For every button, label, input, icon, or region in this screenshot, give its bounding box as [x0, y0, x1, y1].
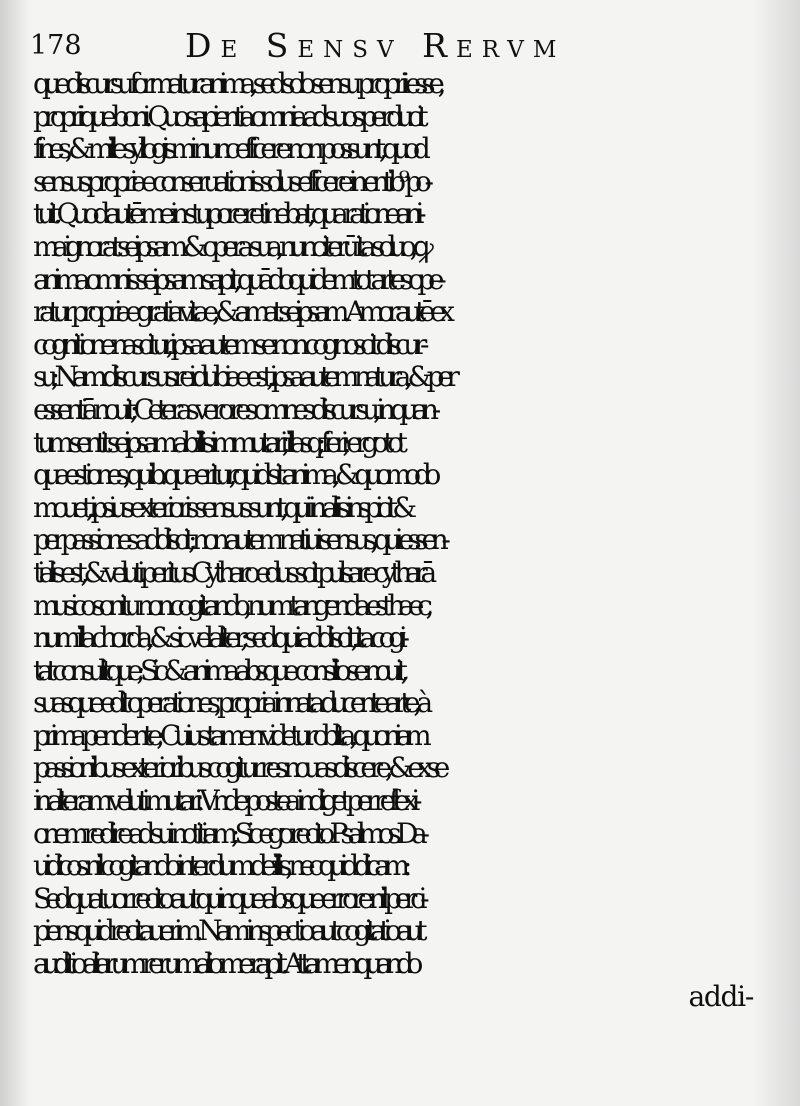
text-line: que discursu formatur anima, sed solo sensu proprii esse,	[33, 67, 440, 100]
text-line: passionibus exterioribus cogitur res nouas discere, & ex se	[33, 751, 444, 785]
running-title: De Sensv Rervm	[185, 26, 566, 65]
text-line: onem redire ad sui notitiam; Sic ego recito Psalmos Da-	[33, 816, 423, 850]
text-line: musico sonitu non cogitando, num tangenda est hæc,	[33, 588, 428, 622]
text-line: uidicos nil cogitando interdum de illis, nec quid dicam:	[33, 849, 405, 883]
body-text	[33, 68, 765, 1013]
text-line: mouet, ipsius exterioris sensus sunt, qui in aliis inspicit &	[33, 490, 410, 524]
text-line: in alteram veluti mutari. Vnde postea indiget per reflexi-	[33, 784, 416, 818]
text-line: Sed quatuor recito aut quinque absque errore nil perci-	[33, 881, 423, 915]
page-gutter-shadow	[0, 0, 30, 1106]
text-line: quæstiones, quib. quæritur, quid sit anima, & quomodo	[33, 458, 434, 492]
page-number: 178	[30, 30, 82, 61]
text-line: suasque edit operationes, propria innata ducente arte, à	[33, 686, 426, 720]
text-line: ratur propriæ gratia vitæ, & amat seipsam. Amor autē ex	[33, 295, 448, 329]
text-line: auditio aliarum rerum alio me rapit. Attamen quando	[33, 947, 417, 981]
catchword: addi-	[688, 979, 753, 1013]
text-line: essentiā nouit; Ceteras vero res omnes discursu, in quan-	[33, 392, 434, 426]
running-head	[30, 26, 760, 66]
text-line: tialis est, & veluti peritus Cytharœdus scit pulsare cytharā	[33, 555, 430, 589]
text-line: propriique boni. Quo sapientia omnia ad suos perducit	[33, 99, 422, 133]
text-line: num illa chorda, & sic vel aliter; sed qui addiscit, ita cogi-	[33, 621, 403, 655]
text-line: tuit. Quod autē me in stupore retinebat, qua ratione ani-	[33, 197, 420, 231]
text-line: ma ignorat seipsam & opera sua, nunc iterū ita soluo, ꝙ	[33, 229, 427, 263]
text-line: tum sentit seipsam ab illis immutari, illasq; fieri; ergo tot	[33, 425, 401, 459]
text-line: cognitione nascitur, ipsa autem se non cognoscit discur-	[33, 327, 423, 361]
text-line: su; Nam discursus rei dubiæ est, ipsa autem natura, & per	[33, 360, 453, 394]
text-line: tat consulitque; Sic & anima absque consilio se nouit,	[33, 653, 403, 687]
text-line: per passiones addiscit; non autem natiui sensus, qui essen-	[33, 523, 444, 557]
text-line: prima pendente; Cuius tamen videtur oblita, quoniam	[33, 718, 425, 752]
text-line: fines, & mille syllogismi nunc efficere non possunt, quod	[33, 132, 424, 166]
text-line: sensus propriæ conseruationis solus efficere in entib⁹ po-	[33, 164, 427, 198]
text-line: anima omnis seipsam sapit, quādoquidem tot artes ope-	[33, 262, 440, 296]
text-line: piens quid recitauerim. Nam inspectio aut cogitatio aut	[33, 914, 421, 948]
